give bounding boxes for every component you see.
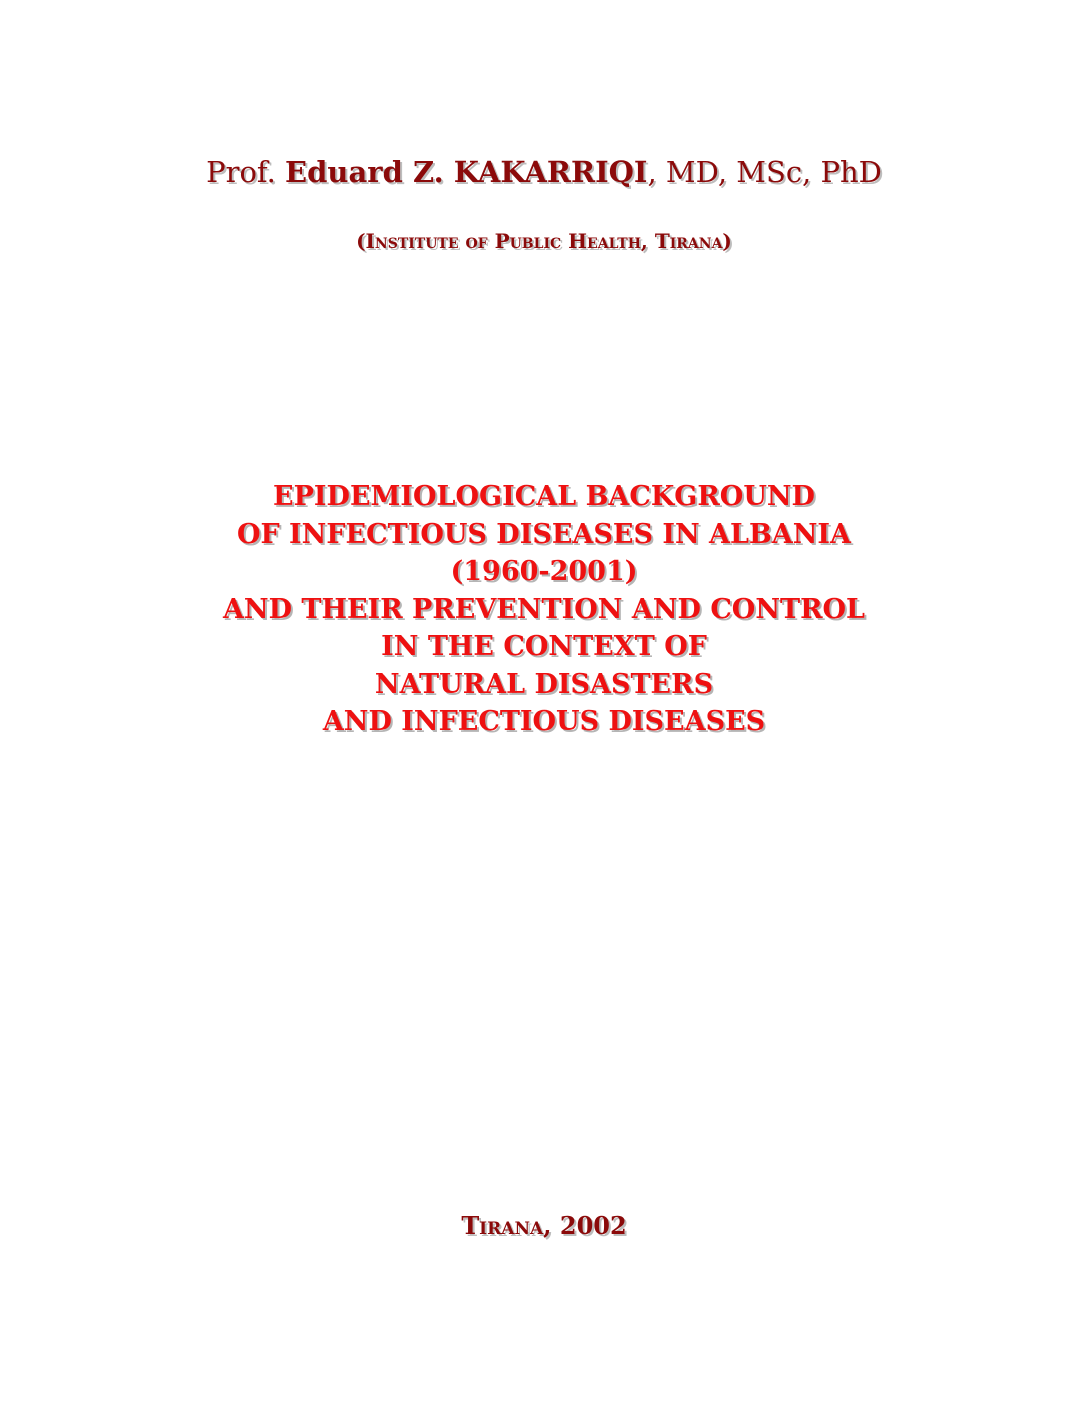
place-date: Tirana, 2002 [461,1211,627,1240]
title-line: EPIDEMIOLOGICAL BACKGROUND [273,481,815,512]
title-line: AND THEIR PREVENTION AND CONTROL [222,593,866,625]
author-name: Eduard Z. KAKARRIQI [285,155,648,189]
title-line: IN THE CONTEXT OF [381,631,707,662]
author-line [0,152,1088,192]
institute-line: (Institute of Public Health, Tirana) [356,229,732,253]
title-line: AND INFECTIOUS DISEASES [322,706,766,737]
author-prefix: Prof. [206,155,276,189]
title-line: NATURAL DISASTERS [374,668,714,700]
title-line: OF INFECTIOUS DISEASES IN ALBANIA [236,518,852,550]
author-degrees: , MD, MSc, PhD [647,155,882,189]
document-title [0,478,1088,741]
title-line: (1960-2001) [450,556,638,587]
